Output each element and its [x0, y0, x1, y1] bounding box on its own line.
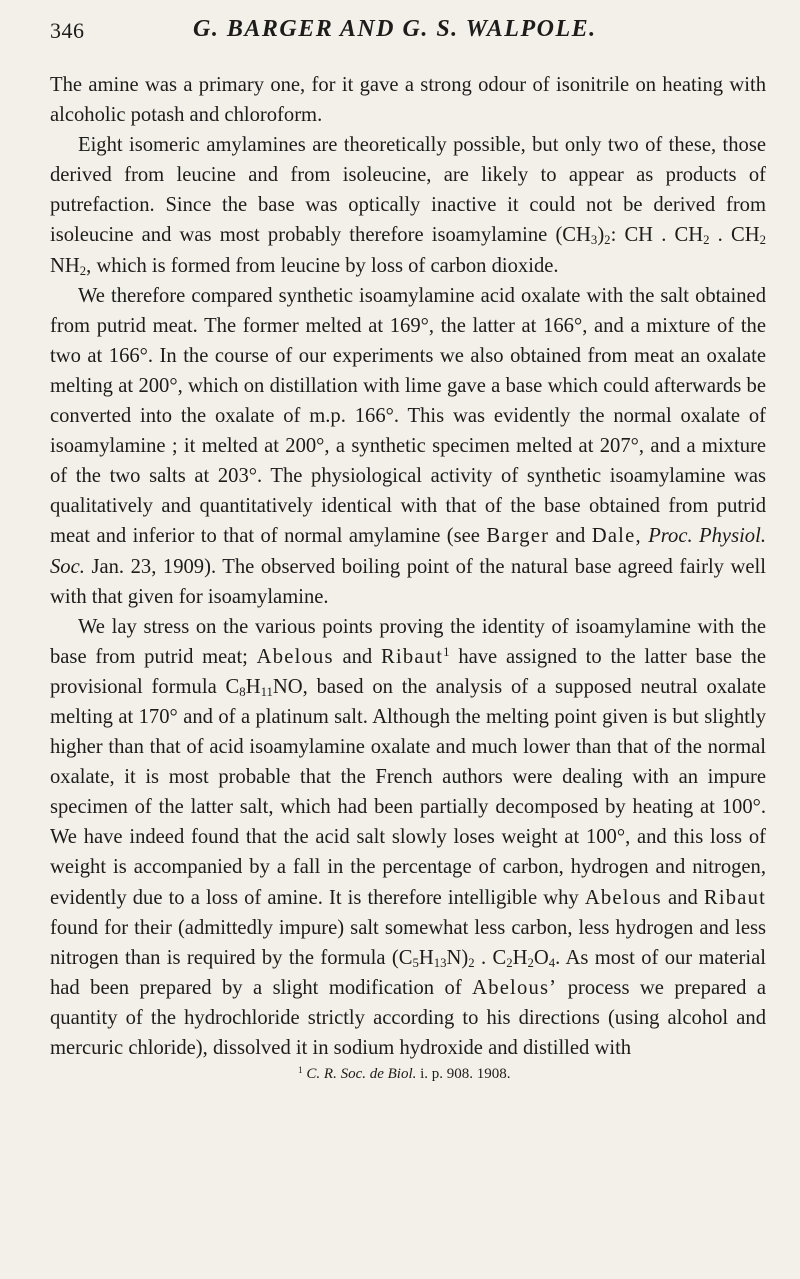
author-name: Abelous — [584, 886, 662, 909]
footnote-citation: C. R. Soc. de Biol. — [306, 1066, 417, 1083]
footnote — [50, 1063, 770, 1085]
author-name: Ribaut — [381, 645, 444, 668]
author-name: Abelous — [256, 645, 334, 668]
page-number: 346 — [50, 18, 85, 43]
author-name: Abelous’ — [472, 976, 558, 999]
paragraph-2: Eight isomeric amylamines are theoretically possible, but only two of these, those derived from leucine and from isoleucine, are likely to appear as products of putrefaction. Since the base was optically inactive it could not be derived from isoleucine and was most probably therefore isoamylamine $(CH_3)_2$: CH . $CH_2$ . $CH_2$ $NH_2$, which is formed from leucine by loss of carbon dioxide. — [50, 134, 766, 278]
author-name: Ribaut — [703, 886, 767, 909]
running-head — [50, 10, 770, 46]
footnote-marker: 1 — [443, 644, 450, 659]
paragraph-3: We therefore compared synthetic isoamylamine acid oxalate with the salt obtained from putrid meat. The former melted at 169°, the latter at 166°, and a mixture of the two at 166°. In the course of our experiments we also obtained from meat an oxalate melting at 200°, which on distillation with lime gave a base which could afterwards be converted into the oxalate of m.p. 166°. This was evidently the normal oxalate of isoamylamine ; it melted at 200°, a synthetic specimen melted at 207°, and a mixture of the two salts at 203°. The physiological activity of synthetic isoamylamine was qualitatively and quantitatively identical with that of the base obtained from putrid meat and inferior to that of normal amylamine (see Barger and Dale, Proc. Physiol. Soc. Jan. 23, 1909). The observed boiling point of the natural base agreed fairly well with that given for isoamylamine. — [50, 284, 766, 608]
journal-citation: Proc. Physiol. Soc. — [50, 525, 766, 578]
paragraph-4: We lay stress on the various points proving the identity of isoamylamine with the base from putrid meat; Abelous and Ribaut$^1$ have assigned to the latter base the provisional formula $C_8H_{11}NO$, based on the analysis of a supposed neutral oxalate melting at 170° and of a platinum salt. Although the melting point given is but slightly higher than that of acid isoamylamine oxalate and much lower than that of the normal oxalate, it is most probable that the French authors were dealing with an impure specimen of the latter salt, which had been partially decomposed by heating at 100°. We have indeed found that the acid salt slowly loses weight at 100°, and this loss of weight is accompanied by a fall in the percentage of carbon, hydrogen and nitrogen, evidently due to a loss of amine. It is therefore intelligible why Abelous and Ribaut found for their (admittedly impure) salt somewhat less carbon, less hydrogen and less nitrogen than is required by the formula $(C_5H_{13}N)_2$ . $C_2H_2O_4$. As most of our material had been prepared by a slight modification of Abelous’ process we prepared a quantity of the hydrochloride strictly according to his directions (using alcohol and mercuric chloride), dissolved it in sodium hydroxide and distilled with — [50, 615, 767, 1059]
body-text — [50, 70, 766, 1063]
footnote-number: 1 — [298, 1065, 303, 1076]
footnote-details: i. p. 908. 1908. — [420, 1066, 511, 1083]
author-name: Dale, — [591, 525, 642, 548]
author-name: Barger — [486, 525, 550, 548]
paragraph-1: The amine was a primary one, for it gave a strong odour of isonitrile on heating with alcoholic potash and chloroform. — [50, 74, 766, 127]
running-title: G. BARGER AND G. S. WALPOLE. — [193, 16, 597, 42]
